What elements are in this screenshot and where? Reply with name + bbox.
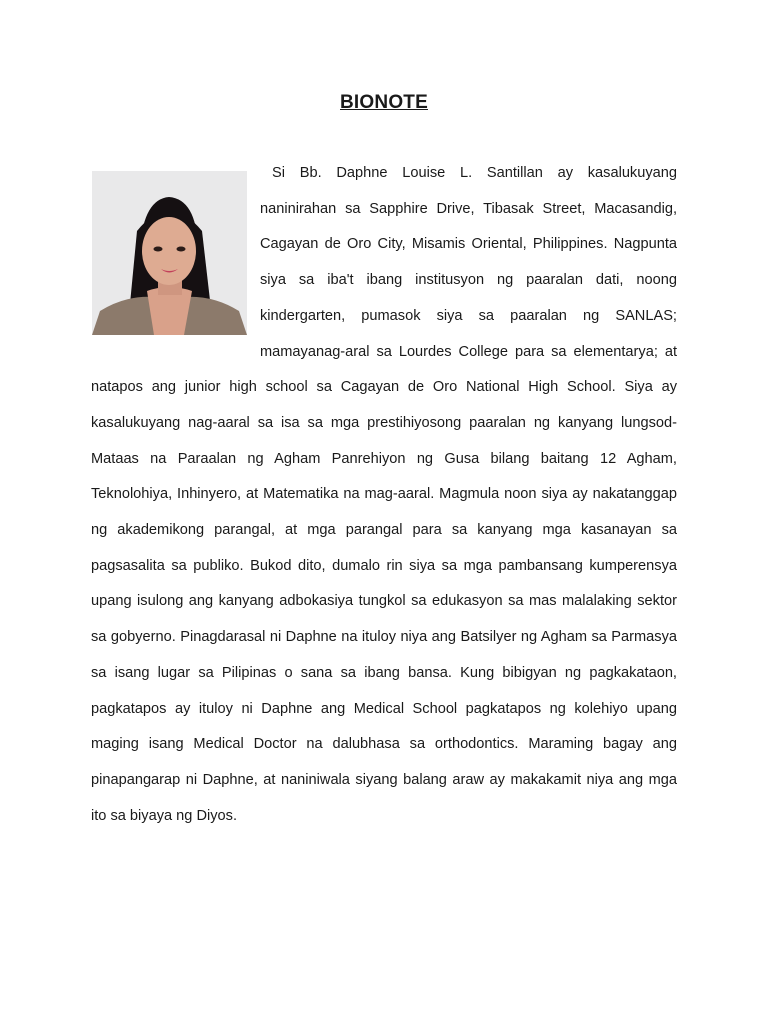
bio-text: Si Bb. Daphne Louise L. Santillan ay kasalukuyang naninirahan sa Sapphire Drive, Tibasak Street, Macasandig, Cagayan de Oro City, Misamis Oriental, Philippines. Nagpunta siya sa iba't ibang institusyon ng paaralan dati, noong kindergarten, pumasok siya sa paaralan ng SANLAS; mamayanag-aral sa Lourdes College para sa elementarya; at natapos ang junior high school sa Cagayan de Oro National High School. Siya ay kasalukuyang nag-aaral sa isa sa mga prestihiyosong paaralan ng kanyang lungsod- Mataas na Paraalan ng Agham Panrehiyon ng Gusa bilang baitang 12 Agham, Teknolohiya, Inhinyero, at Matematika na mag-aaral. Magmula noon siya ay nakatanggap ng akademikong parangal, at mga parangal para sa kanyang mga kasanayan sa pagsasalita sa publiko. Bukod dito, dumalo rin siya sa mga pambansang kumperensya upang isulong ang kanyang adbokasiya tungkol sa edukasyon sa mas malalaking sektor sa gobyerno. Pinagdarasal ni Daphne na ituloy niya ang Batsilyer ng Agham sa Parmasya sa isang lugar sa Pilipinas o sana sa ibang bansa. Kung bibigyan ng pagkakataon, pagkatapos ay ituloy ni Daphne ang Medical School pagkatapos ng kolehiyo upang maging isang Medical Doctor na dalubhasa sa orthodontics. Maraming bagay ang pinapangarap ni Daphne, at naniniwala siyang balang araw ay makakamit niya ang mga ito sa biyaya ng Diyos. — [91, 165, 677, 824]
bio-paragraph — [91, 156, 677, 834]
portrait-photo — [92, 171, 247, 335]
page-title: BIONOTE — [340, 92, 428, 113]
